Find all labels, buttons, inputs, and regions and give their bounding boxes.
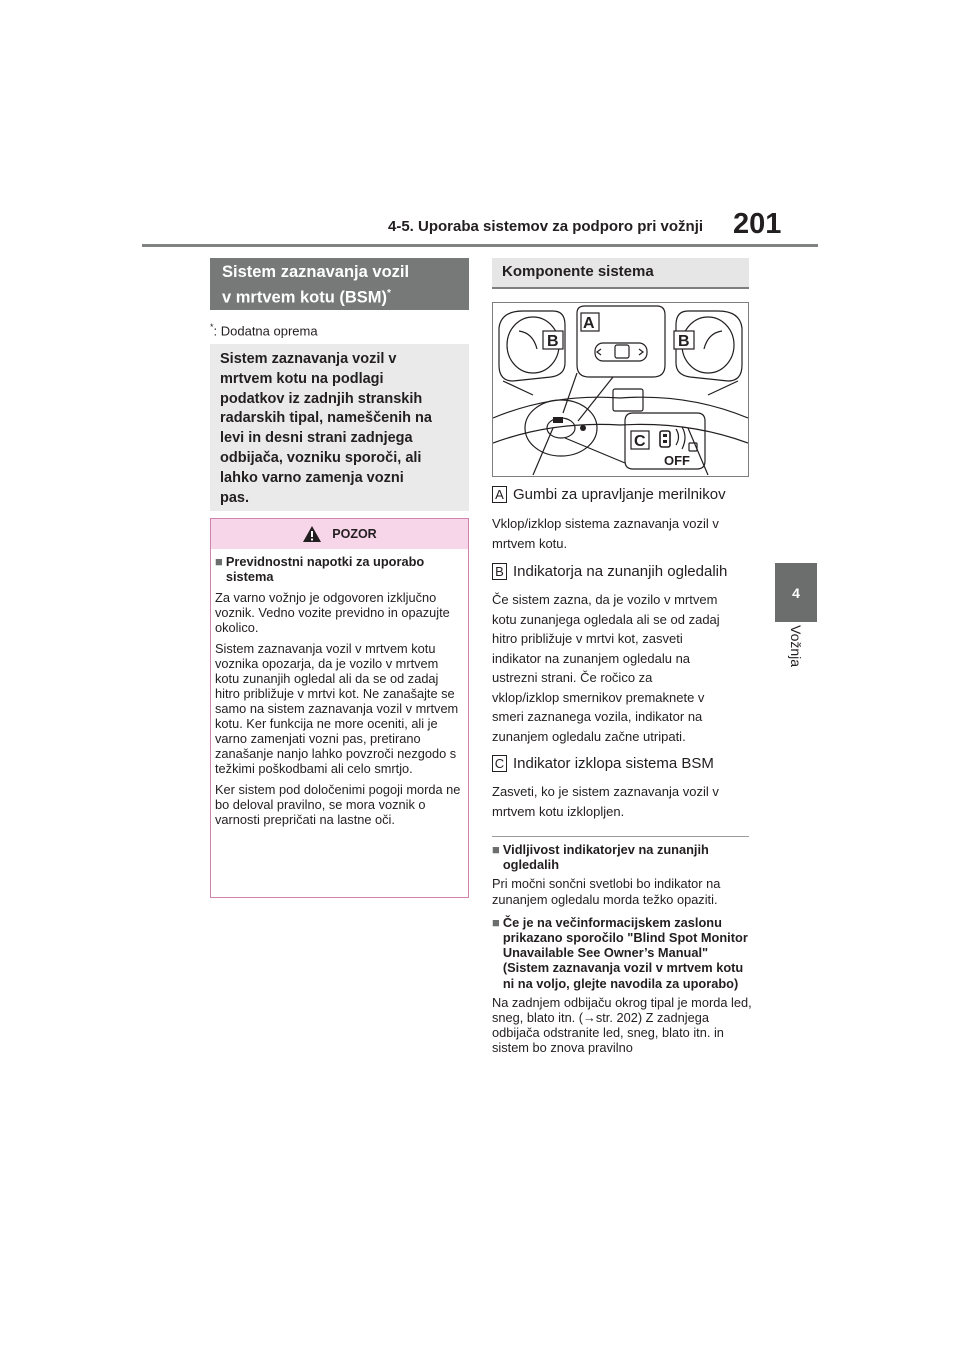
square-bullet-icon: ■ <box>492 914 500 930</box>
text-line: mrtvem kotu. <box>492 535 568 551</box>
chapter-tab-label: Vožnja <box>788 625 804 668</box>
caution-body <box>211 550 468 833</box>
component-b-text <box>492 590 754 746</box>
bsm-section-title <box>210 258 469 310</box>
caution-paragraph: Ker sistem pod določenimi pogoji morda ne bo deloval pravilno, se mora voznik o varnosti prepričati na lastne oči. <box>215 782 461 827</box>
text-line: smeri zaznanega vozila, indikator na <box>492 709 703 724</box>
square-bullet-icon: ■ <box>215 554 223 569</box>
component-b-title: Indikatorja na zunanjih ogledalih <box>513 563 728 580</box>
header-divider <box>142 244 818 247</box>
summary-line: pas. <box>220 489 250 506</box>
summary-line: levi in desni strani zadnjega <box>220 430 413 447</box>
caution-bullet <box>215 554 464 584</box>
figure-label-b-left: B <box>547 333 559 350</box>
summary-line: podatkov iz zadnjih stranskih <box>220 390 423 407</box>
text-line: mrtvem kotu izklopljen. <box>492 803 625 819</box>
bsm-title-asterisk: * <box>387 288 391 299</box>
chapter-tab-number: 4 <box>775 563 817 622</box>
bsm-title-line1: Sistem zaznavanja vozil <box>222 263 410 281</box>
components-section-title: Komponente sistema <box>492 258 749 289</box>
component-a-text <box>492 514 754 553</box>
letter-a-badge: A <box>492 486 507 503</box>
page-number: 201 <box>733 208 782 240</box>
note-heading <box>492 915 754 991</box>
text-line: Če sistem zazna, da je vozilo v mrtvem <box>492 592 718 607</box>
figure-off-text: OFF <box>664 453 690 468</box>
text-line: Vklop/izklop sistema zaznavanja vozil v <box>492 516 719 531</box>
caution-paragraph: Za varno vožnjo je odgovoren izključno voznik. Vedno vozite previdno in opazujte okolico. <box>215 590 450 635</box>
summary-box <box>210 344 469 511</box>
component-a-title: Gumbi za upravljanje merilnikov <box>513 486 726 503</box>
summary-line: radarskih tipal, nameščenih na <box>220 410 432 427</box>
caution-title: POZOR <box>332 527 377 541</box>
footnote <box>210 322 318 338</box>
note-text: Na zadnjem odbijaču okrog tipal je morda led, sneg, blato itn. (→str. 202) Z zadnjega odbijača odstranite led, sneg, blato itn. in sistem bo znova pravilno <box>492 994 752 1056</box>
caution-header <box>211 519 468 549</box>
footnote-text: : Dodatna oprema <box>213 323 318 339</box>
components-illustration <box>492 302 749 477</box>
figure-label-a: A <box>583 315 595 332</box>
square-bullet-icon: ■ <box>492 842 500 857</box>
component-a-heading <box>492 486 726 503</box>
letter-b-badge: B <box>492 563 507 580</box>
summary-line: mrtvem kotu na podlagi <box>220 370 384 387</box>
text-line: kotu zunanjega ogledala ali se od zadaj <box>492 611 720 627</box>
text-line: zunanjem ogledalu začne utripati. <box>492 728 686 744</box>
caution-paragraph: Sistem zaznavanja vozil v mrtvem kotu voznika opozarja, da je vozilo v mrtvem kotu zunanjih ogledal ali da se od zadaj hitro približuje v mrtvi kot. Ne zanašajte se samo na sistem zaznavanja vozil v mrtvem kotu. Ker funkcija ne more oceniti, ali je varno zamenjati vozni pas, pretirano zanašanje nanjo lahko povzroči nezgodo s težkimi poškodbami ali celo smrtjo. <box>215 641 459 776</box>
warning-triangle-icon <box>302 525 322 543</box>
text-line: Zasveti, ko je sistem zaznavanja vozil v <box>492 784 719 799</box>
caution-bullet-title: Previdnostni napotki za uporabo sistema <box>225 554 425 584</box>
letter-c-badge: C <box>492 755 507 772</box>
component-b-heading <box>492 563 727 580</box>
notes-divider <box>492 836 749 837</box>
note-title: Če je na večinformacijskem zaslonu prikazano sporočilo "Blind Spot Monitor Unavailable See Owner’s Manual" (Sistem zaznavanja vozil v mrtvem kotu ni na voljo, glejte navodila za uporabo) <box>502 914 748 991</box>
figure-label-c: C <box>634 433 646 450</box>
component-c-title: Indikator izklopa sistema BSM <box>513 755 714 772</box>
summary-line: lahko varno zamenja vozni <box>220 469 404 486</box>
caution-box <box>210 518 469 898</box>
note-text: Pri močni sončni svetlobi bo indikator na zunanjem ogledalu morda težko opaziti. <box>492 876 721 907</box>
bsm-title-line2: v mrtvem kotu (BSM) <box>222 288 388 307</box>
note-title: Vidljivost indikatorjev na zunanjih ogledalih <box>502 842 709 873</box>
summary-line: Sistem zaznavanja vozil v <box>220 351 397 367</box>
text-line: hitro približuje v mrtvi kot, zasveti <box>492 631 683 646</box>
summary-line: odbijača, vozniku sporoči, ali <box>220 449 422 466</box>
section-title: 4-5. Uporaba sistemov za podporo pri vožnji <box>388 218 704 235</box>
footnote-mark: * <box>210 322 214 332</box>
notes-section <box>492 842 754 1064</box>
note-heading <box>492 842 754 872</box>
text-line: indikator na zunanjem ogledalu na <box>492 650 691 666</box>
figure-label-b-right: B <box>678 333 690 350</box>
dashboard-illustration <box>493 303 748 476</box>
component-c-heading <box>492 755 714 772</box>
text-line: ustrezni strani. Če ročico za <box>492 670 653 685</box>
component-c-text <box>492 782 754 821</box>
text-line: vklop/izklop smernikov premaknete v <box>492 689 705 705</box>
